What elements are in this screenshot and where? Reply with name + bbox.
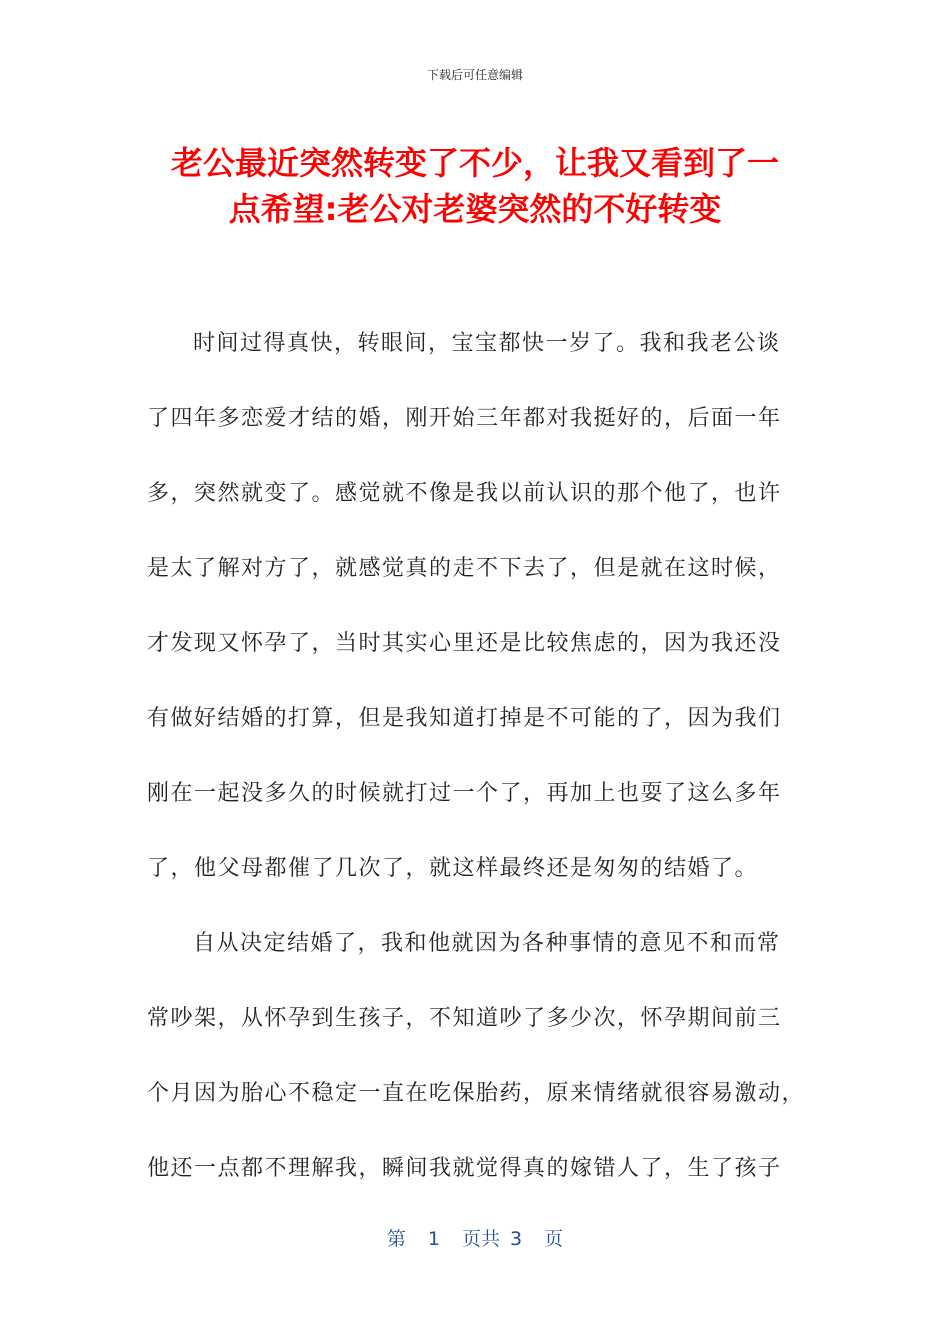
footer-page-prefix: 第: [386, 1228, 406, 1250]
footer-current-page: 1: [427, 1228, 440, 1250]
body-line: 是太了解对方了，就感觉真的走不下去了，但是就在这时候，: [147, 556, 782, 581]
body-line: 个月因为胎心不稳定一直在吃保胎药，原来情绪就很容易激动，: [147, 1081, 806, 1106]
title-line-2: 点希望:老公对老婆突然的不好转变: [228, 190, 722, 228]
footer-page-mid: 页共: [461, 1228, 500, 1250]
article-body: [147, 322, 812, 1222]
body-line: 多，突然就变了。感觉就不像是我以前认识的那个他了，也许: [147, 481, 782, 506]
body-line: 有做好结婚的打算，但是我知道打掉是不可能的了，因为我们: [147, 706, 782, 731]
body-line: 自从决定结婚了，我和他就因为各种事情的意见不和而常: [193, 931, 781, 956]
body-line: 才发现又怀孕了，当时其实心里还是比较焦虑的，因为我还没: [147, 631, 782, 656]
body-line: 刚在一起没多久的时候就打过一个了，再加上也耍了这么多年: [147, 781, 782, 806]
footer-total-pages: 3: [510, 1228, 523, 1250]
body-line: 常吵架，从怀孕到生孩子，不知道吵了多少次，怀孕期间前三: [147, 1006, 782, 1031]
footer-page-suffix: 页: [544, 1228, 564, 1250]
body-line: 了，他父母都催了几次了，就这样最终还是匆匆的结婚了。: [147, 856, 759, 881]
header-note: 下载后可任意编辑: [426, 68, 523, 82]
document-title: [100, 140, 850, 232]
body-line: 他还一点都不理解我，瞬间我就觉得真的嫁错人了，生了孩子: [147, 1156, 782, 1181]
body-line: 时间过得真快，转眼间，宝宝都快一岁了。我和我老公谈: [193, 331, 781, 356]
body-line: 了四年多恋爱才结的婚，刚开始三年都对我挺好的，后面一年: [147, 406, 782, 431]
page-footer: [0, 1226, 950, 1252]
title-line-1: 老公最近突然转变了不少，让我又看到了一: [170, 144, 779, 182]
